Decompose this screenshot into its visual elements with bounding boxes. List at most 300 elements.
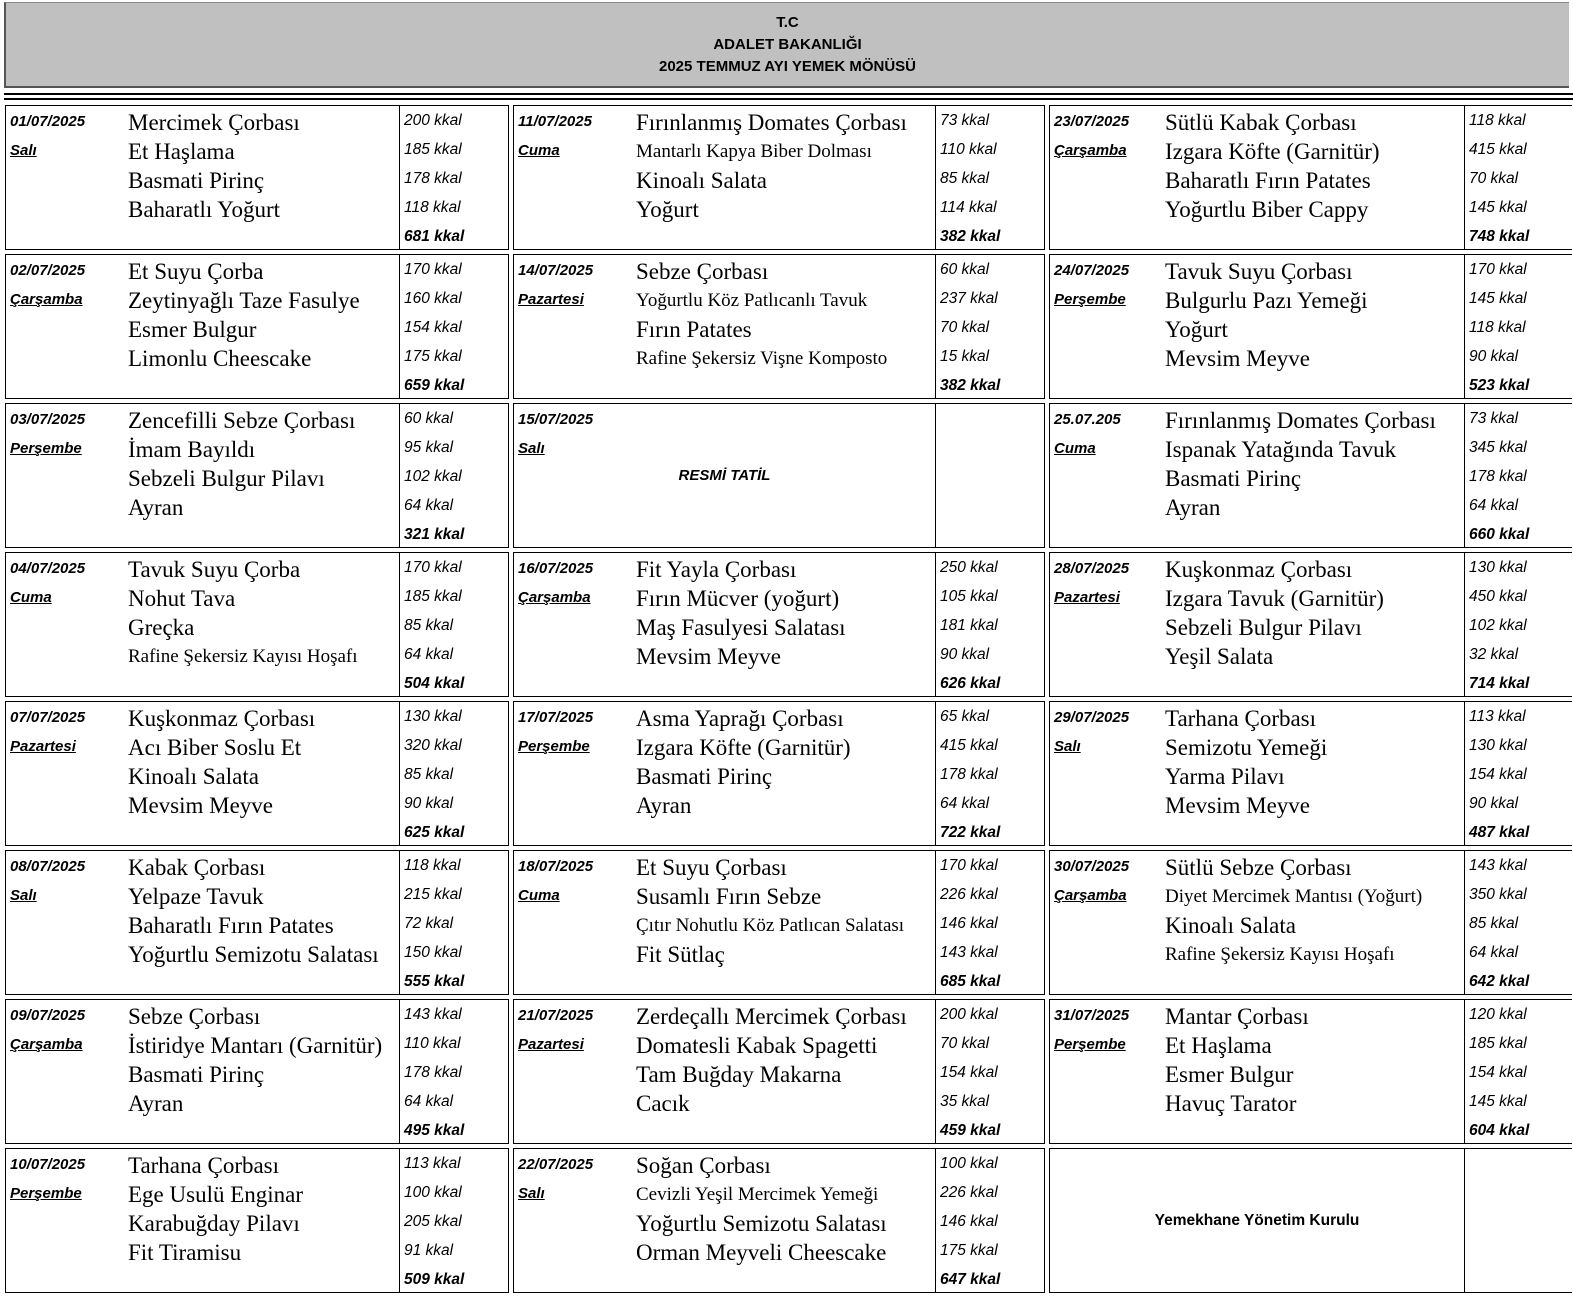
meal-item: Çıtır Nohutlu Köz Patlıcan Salatası [636, 915, 905, 936]
meal-item: Mevsim Meyve [1165, 346, 1311, 371]
meal-kcal: 90 kkal [1469, 795, 1519, 812]
day-date: 30/07/2025 [1054, 858, 1130, 875]
meal-item: İmam Bayıldı [128, 437, 256, 462]
kcal-column [935, 1000, 1044, 1143]
menu-column-1-slot [5, 254, 509, 399]
meal-kcal: 90 kkal [1469, 348, 1519, 365]
meal-item: Tarhana Çorbası [128, 1153, 280, 1178]
total-kcal: 659 kkal [404, 377, 465, 394]
day-name: Salı [1054, 738, 1081, 755]
meal-kcal: 100 kkal [940, 1155, 998, 1172]
day-date: 07/07/2025 [10, 709, 86, 726]
meal-kcal: 146 kkal [940, 1213, 998, 1230]
kcal-column [1464, 851, 1572, 994]
day-cell [5, 850, 509, 995]
meal-item: Kinoalı Salata [1165, 913, 1296, 938]
day-cell [513, 701, 1045, 846]
meal-item: Cevizli Yeşil Mercimek Yemeği [636, 1184, 879, 1205]
meal-kcal: 64 kkal [404, 497, 454, 514]
total-kcal: 523 kkal [1469, 377, 1530, 394]
meal-kcal: 154 kkal [1469, 766, 1527, 783]
day-cell [5, 552, 509, 697]
meal-item: Karabuğday Pilavı [128, 1211, 300, 1236]
meal-item: Ispanak Yatağında Tavuk [1165, 437, 1397, 462]
day-date: 15/07/2025 [518, 411, 594, 428]
meal-kcal: 154 kkal [1469, 1064, 1527, 1081]
meal-item: Havuç Tarator [1165, 1091, 1297, 1116]
meal-kcal: 64 kkal [404, 646, 454, 663]
meal-kcal: 170 kkal [404, 261, 462, 278]
menu-column-2-slot [513, 403, 1045, 548]
meal-item: Baharatlı Fırın Patates [128, 913, 334, 938]
meal-kcal: 73 kkal [1469, 410, 1519, 427]
kcal-column [1464, 702, 1572, 845]
menu-column-1-slot [5, 403, 509, 548]
meal-kcal: 450 kkal [1469, 588, 1527, 605]
menu-column-3-slot [1049, 701, 1572, 846]
meal-kcal: 160 kkal [404, 290, 462, 307]
day-cell [5, 999, 509, 1144]
day-date: 10/07/2025 [10, 1156, 86, 1173]
meal-item: Limonlu Cheescake [128, 346, 312, 371]
meal-item: Izgara Köfte (Garnitür) [1165, 139, 1380, 164]
meal-item: Yoğurtlu Köz Patlıcanlı Tavuk [636, 290, 868, 311]
total-kcal: 681 kkal [404, 228, 465, 245]
meal-item: Kuşkonmaz Çorbası [1165, 557, 1353, 582]
total-kcal: 625 kkal [404, 824, 465, 841]
day-cell [5, 403, 509, 548]
menu-column-1-slot [5, 999, 509, 1144]
day-name: Çarşamba [1054, 142, 1127, 159]
kcal-column [935, 1149, 1044, 1292]
meal-kcal: 102 kkal [404, 468, 462, 485]
day-cell [1049, 105, 1572, 250]
day-date: 09/07/2025 [10, 1007, 86, 1024]
day-name: Pazartesi [518, 291, 584, 308]
meal-item: Tavuk Suyu Çorba [128, 557, 301, 582]
header-line-ministry: ADALET BAKANLIĞI [713, 35, 862, 53]
menu-column-3-slot [1049, 850, 1572, 995]
meal-item: Nohut Tava [128, 586, 236, 611]
total-kcal: 459 kkal [940, 1122, 1001, 1139]
meal-kcal: 130 kkal [1469, 737, 1527, 754]
total-kcal: 748 kkal [1469, 228, 1530, 245]
meal-kcal: 118 kkal [1469, 319, 1526, 336]
day-cell [5, 1148, 509, 1293]
total-kcal: 642 kkal [1469, 973, 1530, 990]
meal-kcal: 185 kkal [404, 588, 462, 605]
day-name: Perşembe [1054, 291, 1126, 308]
meal-kcal: 130 kkal [404, 708, 462, 725]
meal-item: Bulgurlu Pazı Yemeği [1165, 288, 1368, 313]
day-date: 14/07/2025 [518, 262, 594, 279]
kcal-column [1464, 106, 1572, 249]
meal-kcal: 65 kkal [940, 708, 990, 725]
meal-kcal: 70 kkal [1469, 170, 1519, 187]
kcal-column [399, 1000, 508, 1143]
menu-column-3-slot [1049, 552, 1572, 697]
meal-item: Mercimek Çorbası [128, 110, 300, 135]
day-cell [513, 850, 1045, 995]
day-name: Çarşamba [10, 291, 83, 308]
meal-items [1165, 555, 1384, 671]
day-name: Cuma [518, 142, 560, 159]
day-date: 25.07.205 [1054, 411, 1121, 428]
meal-kcal: 64 kkal [940, 795, 990, 812]
meal-kcal: 178 kkal [1469, 468, 1527, 485]
day-name: Cuma [1054, 440, 1096, 457]
meal-kcal: 237 kkal [940, 290, 998, 307]
meal-kcal: 185 kkal [404, 141, 462, 158]
meal-item: Susamlı Fırın Sebze [636, 884, 822, 909]
meal-kcal: 113 kkal [404, 1155, 461, 1172]
meal-item: Acı Biber Soslu Et [128, 735, 302, 760]
holiday-label: RESMİ TATİL [678, 467, 771, 484]
day-name: Salı [518, 440, 545, 457]
meal-items [128, 853, 379, 969]
meal-kcal: 205 kkal [404, 1213, 462, 1230]
meal-item: Ayran [128, 495, 184, 520]
kcal-column [399, 1149, 508, 1292]
day-date: 11/07/2025 [518, 113, 592, 130]
meal-kcal: 170 kkal [1469, 261, 1527, 278]
meal-kcal: 73 kkal [940, 112, 990, 129]
menu-column-3-slot [1049, 254, 1572, 399]
meal-item: Fırınlanmış Domates Çorbası [1165, 408, 1436, 433]
meal-item: Basmati Pirinç [1165, 466, 1302, 491]
menu-column-1-slot [5, 1148, 509, 1293]
header-line-title: 2025 TEMMUZ AYI YEMEK MÖNÜSÜ [659, 57, 916, 75]
meal-item: Mevsim Meyve [1165, 793, 1311, 818]
meal-item: Zerdeçallı Mercimek Çorbası [636, 1004, 907, 1029]
day-name: Cuma [10, 589, 52, 606]
kcal-column [935, 106, 1044, 249]
day-cell [5, 701, 509, 846]
meal-kcal: 178 kkal [404, 170, 462, 187]
meal-item: Greçka [128, 615, 195, 640]
meal-item: Ege Usulü Enginar [128, 1182, 304, 1207]
meal-item: Domatesli Kabak Spagetti [636, 1033, 878, 1058]
meal-items [1165, 406, 1436, 522]
meal-kcal: 72 kkal [404, 915, 454, 932]
day-cell [5, 254, 509, 399]
day-cell [513, 999, 1045, 1144]
day-name: Salı [518, 1185, 545, 1202]
meal-kcal: 118 kkal [404, 199, 461, 216]
menu-column-2-slot [513, 850, 1045, 995]
meal-kcal: 154 kkal [404, 319, 462, 336]
meal-kcal: 145 kkal [1469, 199, 1527, 216]
kcal-column [399, 404, 508, 547]
meal-kcal: 110 kkal [940, 141, 997, 158]
meal-kcal: 100 kkal [404, 1184, 462, 1201]
meal-kcal: 178 kkal [404, 1064, 462, 1081]
meal-item: Yoğurtlu Semizotu Salatası [636, 1211, 887, 1236]
meal-kcal: 130 kkal [1469, 559, 1527, 576]
meal-kcal: 150 kkal [404, 944, 462, 961]
day-cell [1049, 1148, 1572, 1293]
meal-kcal: 60 kkal [404, 410, 454, 427]
menu-column-2-slot [513, 254, 1045, 399]
meal-item: Yoğurt [636, 197, 699, 222]
meal-item: Baharatlı Yoğurt [128, 197, 281, 222]
kcal-column [935, 702, 1044, 845]
day-date: 28/07/2025 [1054, 560, 1130, 577]
meal-item: Basmati Pirinç [128, 1062, 265, 1087]
meal-item: Yarma Pilavı [1165, 764, 1285, 789]
meal-item: Kabak Çorbası [128, 855, 266, 880]
meal-kcal: 143 kkal [1469, 857, 1527, 874]
day-cell [513, 403, 1045, 548]
meal-kcal: 102 kkal [1469, 617, 1527, 634]
meal-item: Baharatlı Fırın Patates [1165, 168, 1371, 193]
day-date: 24/07/2025 [1054, 262, 1130, 279]
day-date: 03/07/2025 [10, 411, 86, 428]
meal-kcal: 113 kkal [1469, 708, 1526, 725]
meal-kcal: 15 kkal [940, 348, 990, 365]
total-kcal: 382 kkal [940, 228, 1001, 245]
meal-item: Esmer Bulgur [128, 317, 257, 342]
meal-kcal: 95 kkal [404, 439, 454, 456]
meal-items [636, 1151, 887, 1267]
meal-item: Sebze Çorbası [636, 259, 769, 284]
day-cell [513, 105, 1045, 250]
meal-kcal: 64 kkal [1469, 497, 1519, 514]
meal-kcal: 105 kkal [940, 588, 998, 605]
meal-kcal: 64 kkal [404, 1093, 454, 1110]
meal-kcal: 118 kkal [1469, 112, 1526, 129]
total-kcal: 504 kkal [404, 675, 465, 692]
meal-item: Sütlü Kabak Çorbası [1165, 110, 1357, 135]
meal-kcal: 178 kkal [940, 766, 998, 783]
meal-item: Asma Yaprağı Çorbası [636, 706, 844, 731]
meal-item: Izgara Tavuk (Garnitür) [1165, 586, 1384, 611]
day-name: Pazartesi [518, 1036, 584, 1053]
meal-items [128, 257, 360, 373]
meal-item: Fırın Patates [636, 317, 752, 342]
meal-item: Zencefilli Sebze Çorbası [128, 408, 356, 433]
meal-item: Zeytinyağlı Taze Fasulye [128, 288, 360, 313]
meal-item: Maş Fasulyesi Salatası [636, 615, 846, 640]
meal-kcal: 200 kkal [404, 112, 462, 129]
meal-item: Mevsim Meyve [636, 644, 782, 669]
meal-items [636, 853, 904, 969]
meal-item: Kuşkonmaz Çorbası [128, 706, 316, 731]
meal-kcal: 226 kkal [940, 886, 998, 903]
meal-item: Tarhana Çorbası [1165, 706, 1317, 731]
total-kcal: 495 kkal [404, 1122, 465, 1139]
day-name: Çarşamba [1054, 887, 1127, 904]
day-cell [513, 254, 1045, 399]
meal-item: Yeşil Salata [1165, 644, 1274, 669]
committee-signature: Yemekhane Yönetim Kurulu [1154, 1211, 1360, 1229]
meal-items [636, 1002, 907, 1118]
day-date: 02/07/2025 [10, 262, 86, 279]
meal-item: Sebze Çorbası [128, 1004, 261, 1029]
day-name: Perşembe [10, 1185, 82, 1202]
day-cell [1049, 552, 1572, 697]
meal-item: Fit Tiramisu [128, 1240, 242, 1265]
day-name: Perşembe [10, 440, 82, 457]
kcal-column [399, 553, 508, 696]
meal-kcal: 90 kkal [940, 646, 990, 663]
meal-items [128, 1151, 303, 1267]
meal-kcal: 64 kkal [1469, 944, 1519, 961]
meal-item: Tavuk Suyu Çorbası [1165, 259, 1353, 284]
day-date: 31/07/2025 [1054, 1007, 1130, 1024]
meal-kcal: 345 kkal [1469, 439, 1527, 456]
total-kcal: 487 kkal [1469, 824, 1530, 841]
meal-kcal: 145 kkal [1469, 290, 1527, 307]
meal-item: Yoğurt [1165, 317, 1228, 342]
meal-item: Mantar Çorbası [1165, 1004, 1309, 1029]
meal-kcal: 146 kkal [940, 915, 998, 932]
day-cell [1049, 999, 1572, 1144]
meal-kcal: 32 kkal [1469, 646, 1519, 663]
day-cell [1049, 403, 1572, 548]
meal-kcal: 143 kkal [404, 1006, 462, 1023]
day-cell [1049, 254, 1572, 399]
meal-kcal: 185 kkal [1469, 1035, 1527, 1052]
meal-item: Izgara Köfte (Garnitür) [636, 735, 851, 760]
total-kcal: 685 kkal [940, 973, 1001, 990]
meal-items [128, 555, 358, 671]
meal-items [1165, 853, 1422, 969]
meal-item: Yoğurtlu Semizotu Salatası [128, 942, 379, 967]
meal-items [636, 108, 907, 224]
menu-column-2-slot [513, 701, 1045, 846]
meal-item: Mevsim Meyve [128, 793, 274, 818]
total-kcal: 660 kkal [1469, 526, 1530, 543]
day-name: Salı [10, 142, 37, 159]
meal-item: Fit Sütlaç [636, 942, 725, 967]
meal-kcal: 90 kkal [404, 795, 454, 812]
meal-kcal: 85 kkal [404, 766, 454, 783]
meal-item: Rafine Şekersiz Kayısı Hoşafı [1165, 944, 1395, 965]
menu-column-2-slot [513, 105, 1045, 250]
meal-kcal: 118 kkal [404, 857, 461, 874]
meal-items [636, 555, 846, 671]
day-name: Çarşamba [10, 1036, 83, 1053]
meal-kcal: 175 kkal [940, 1242, 998, 1259]
total-kcal: 722 kkal [940, 824, 1001, 841]
meal-item: Ayran [128, 1091, 184, 1116]
meal-kcal: 85 kkal [940, 170, 990, 187]
menu-column-2-slot [513, 999, 1045, 1144]
total-kcal: 509 kkal [404, 1271, 465, 1288]
kcal-column [399, 851, 508, 994]
menu-column-1-slot [5, 105, 509, 250]
meal-item: Rafine Şekersiz Vişne Komposto [636, 348, 888, 369]
meal-item: Yoğurtlu Biber Cappy [1165, 197, 1369, 222]
meal-kcal: 350 kkal [1469, 886, 1527, 903]
kcal-column [935, 553, 1044, 696]
meal-kcal: 320 kkal [404, 737, 462, 754]
header-rule-top [4, 93, 1573, 95]
day-name: Çarşamba [518, 589, 591, 606]
kcal-column [399, 702, 508, 845]
meal-kcal: 181 kkal [940, 617, 998, 634]
meal-item: Et Haşlama [1165, 1033, 1272, 1058]
meal-kcal: 110 kkal [404, 1035, 461, 1052]
meal-item: Fırınlanmış Domates Çorbası [636, 110, 907, 135]
total-kcal: 604 kkal [1469, 1122, 1530, 1139]
meal-kcal: 91 kkal [404, 1242, 454, 1259]
day-date: 16/07/2025 [518, 560, 594, 577]
meal-items [1165, 108, 1380, 224]
meal-kcal: 154 kkal [940, 1064, 998, 1081]
day-cell [1049, 701, 1572, 846]
menu-column-1-slot [5, 701, 509, 846]
day-date: 08/07/2025 [10, 858, 86, 875]
meal-kcal: 170 kkal [940, 857, 998, 874]
meal-item: Esmer Bulgur [1165, 1062, 1294, 1087]
day-cell [1049, 850, 1572, 995]
meal-item: İstiridye Mantarı (Garnitür) [128, 1033, 383, 1058]
day-cell [513, 1148, 1045, 1293]
total-kcal: 321 kkal [404, 526, 465, 543]
meal-items [128, 704, 315, 820]
meal-item: Soğan Çorbası [636, 1153, 771, 1178]
meal-item: Kinoalı Salata [128, 764, 259, 789]
meal-item: Ayran [636, 793, 692, 818]
total-kcal: 714 kkal [1469, 675, 1530, 692]
meal-item: Rafine Şekersiz Kayısı Hoşafı [128, 646, 358, 667]
meal-items [128, 108, 300, 224]
meal-item: Fırın Mücver (yoğurt) [636, 586, 840, 611]
total-kcal: 626 kkal [940, 675, 1001, 692]
meal-item: Orman Meyveli Cheescake [636, 1240, 887, 1265]
meal-item: Diyet Mercimek Mantısı (Yoğurt) [1165, 886, 1423, 907]
day-name: Pazartesi [10, 738, 76, 755]
meal-item: Et Haşlama [128, 139, 235, 164]
kcal-column [935, 255, 1044, 398]
day-name: Perşembe [1054, 1036, 1126, 1053]
meal-item: Et Suyu Çorbası [636, 855, 787, 880]
kcal-column [935, 851, 1044, 994]
meal-kcal: 415 kkal [940, 737, 998, 754]
meal-item: Sebzeli Bulgur Pilavı [1165, 615, 1362, 640]
day-date: 22/07/2025 [518, 1156, 594, 1173]
meal-item: Ayran [1165, 495, 1221, 520]
kcal-column [399, 106, 508, 249]
menu-column-3-slot [1049, 403, 1572, 548]
meal-kcal: 85 kkal [1469, 915, 1519, 932]
menu-column-3-slot [1049, 105, 1572, 250]
meal-item: Sebzeli Bulgur Pilavı [128, 466, 325, 491]
meal-kcal: 250 kkal [940, 559, 998, 576]
menu-column-3-slot [1049, 999, 1572, 1144]
header-rule-bottom [4, 98, 1573, 100]
kcal-column [1464, 1149, 1572, 1292]
meal-items [1165, 704, 1327, 820]
meal-item: Basmati Pirinç [636, 764, 773, 789]
meal-kcal: 35 kkal [940, 1093, 990, 1110]
total-kcal: 555 kkal [404, 973, 465, 990]
meal-kcal: 215 kkal [404, 886, 462, 903]
menu-column-3-slot [1049, 1148, 1572, 1293]
header-line-tc: T.C [776, 13, 799, 31]
meal-item: Et Suyu Çorba [128, 259, 264, 284]
meal-item: Kinoalı Salata [636, 168, 767, 193]
meal-kcal: 60 kkal [940, 261, 990, 278]
meal-item: Tam Buğday Makarna [636, 1062, 842, 1087]
meal-kcal: 145 kkal [1469, 1093, 1527, 1110]
meal-kcal: 170 kkal [404, 559, 462, 576]
day-cell [513, 552, 1045, 697]
day-date: 17/07/2025 [518, 709, 594, 726]
day-name: Cuma [518, 887, 560, 904]
